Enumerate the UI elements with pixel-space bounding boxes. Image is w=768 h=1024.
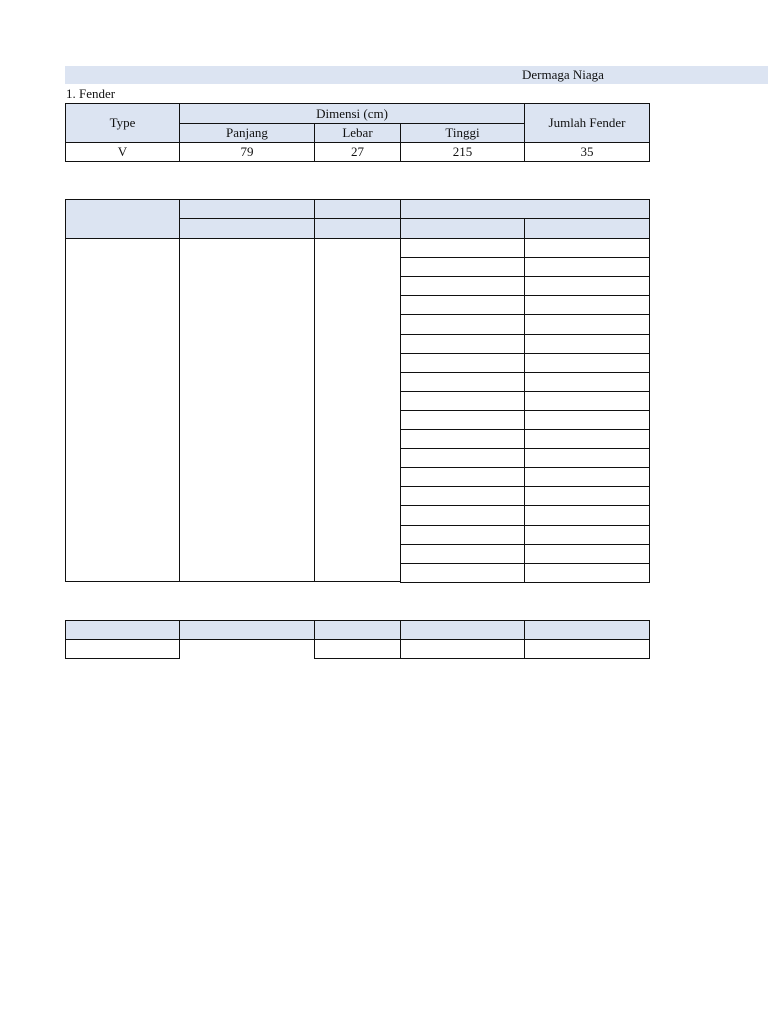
t2-row-cell xyxy=(524,334,650,354)
t2-row-cell xyxy=(524,505,650,526)
t2-row-cell xyxy=(400,353,525,373)
t2-body-col2 xyxy=(179,238,315,582)
t2-row-cell xyxy=(400,467,525,487)
t2-header-col5-bottom xyxy=(524,218,650,239)
t2-row-cell xyxy=(524,448,650,468)
t2-row-cell xyxy=(524,314,650,335)
t2-header-col2-top xyxy=(179,199,315,219)
t2-row-cell xyxy=(400,486,525,506)
t2-header-col2-bottom xyxy=(179,218,315,239)
cell-panjang: 79 xyxy=(179,142,315,162)
t2-header-col45-top xyxy=(400,199,650,219)
t2-row-cell xyxy=(400,544,525,564)
t2-row-cell xyxy=(524,372,650,392)
t2-row-cell xyxy=(400,505,525,526)
t2-row-cell xyxy=(524,544,650,564)
t3-header-col1 xyxy=(65,620,180,640)
t3-header-col5 xyxy=(524,620,650,640)
t2-row-cell xyxy=(400,238,525,258)
t2-row-cell xyxy=(524,486,650,506)
t2-row-cell xyxy=(524,429,650,449)
header-type: Type xyxy=(65,103,180,143)
header-panjang: Panjang xyxy=(179,123,315,143)
header-tinggi: Tinggi xyxy=(400,123,525,143)
t2-row-cell xyxy=(400,429,525,449)
t3-cell-col3 xyxy=(314,639,401,659)
t2-row-cell xyxy=(400,372,525,392)
t2-row-cell xyxy=(400,295,525,315)
t2-body-col1 xyxy=(65,238,180,582)
t2-row-cell xyxy=(400,314,525,335)
cell-type: V xyxy=(65,142,180,162)
t2-body-col3 xyxy=(314,238,401,582)
t2-row-cell xyxy=(524,276,650,296)
t2-row-cell xyxy=(524,295,650,315)
t2-header-col4-bottom xyxy=(400,218,525,239)
t2-row-cell xyxy=(524,391,650,411)
t2-header-col3-top xyxy=(314,199,401,219)
cell-jumlah: 35 xyxy=(524,142,650,162)
t2-row-cell xyxy=(524,410,650,430)
t2-row-cell xyxy=(524,257,650,277)
t3-header-col2 xyxy=(179,620,315,640)
header-jumlah-fender: Jumlah Fender xyxy=(524,103,650,143)
t2-row-cell xyxy=(400,276,525,296)
t2-row-cell xyxy=(524,525,650,545)
header-banner xyxy=(65,66,768,84)
t2-row-cell xyxy=(400,525,525,545)
cell-tinggi: 215 xyxy=(400,142,525,162)
t2-row-cell xyxy=(400,410,525,430)
t2-header-col3-bottom xyxy=(314,218,401,239)
t2-row-cell xyxy=(524,353,650,373)
t3-cell-col5 xyxy=(524,639,650,659)
t2-row-cell xyxy=(524,467,650,487)
header-lebar: Lebar xyxy=(314,123,401,143)
t3-cell-col1 xyxy=(65,639,180,659)
t2-row-cell xyxy=(400,334,525,354)
t3-cell-col4 xyxy=(400,639,525,659)
t2-row-cell xyxy=(524,238,650,258)
t2-header-col1 xyxy=(65,199,180,239)
t3-header-col3 xyxy=(314,620,401,640)
t2-row-cell xyxy=(400,563,525,583)
t2-row-cell xyxy=(400,391,525,411)
t3-header-col4 xyxy=(400,620,525,640)
header-dimensi: Dimensi (cm) xyxy=(179,103,525,124)
banner-title: Dermaga Niaga xyxy=(522,67,604,82)
t2-row-cell xyxy=(524,563,650,583)
t2-row-cell xyxy=(400,257,525,277)
t2-row-cell xyxy=(400,448,525,468)
section-label: 1. Fender xyxy=(66,86,116,101)
cell-lebar: 27 xyxy=(314,142,401,162)
